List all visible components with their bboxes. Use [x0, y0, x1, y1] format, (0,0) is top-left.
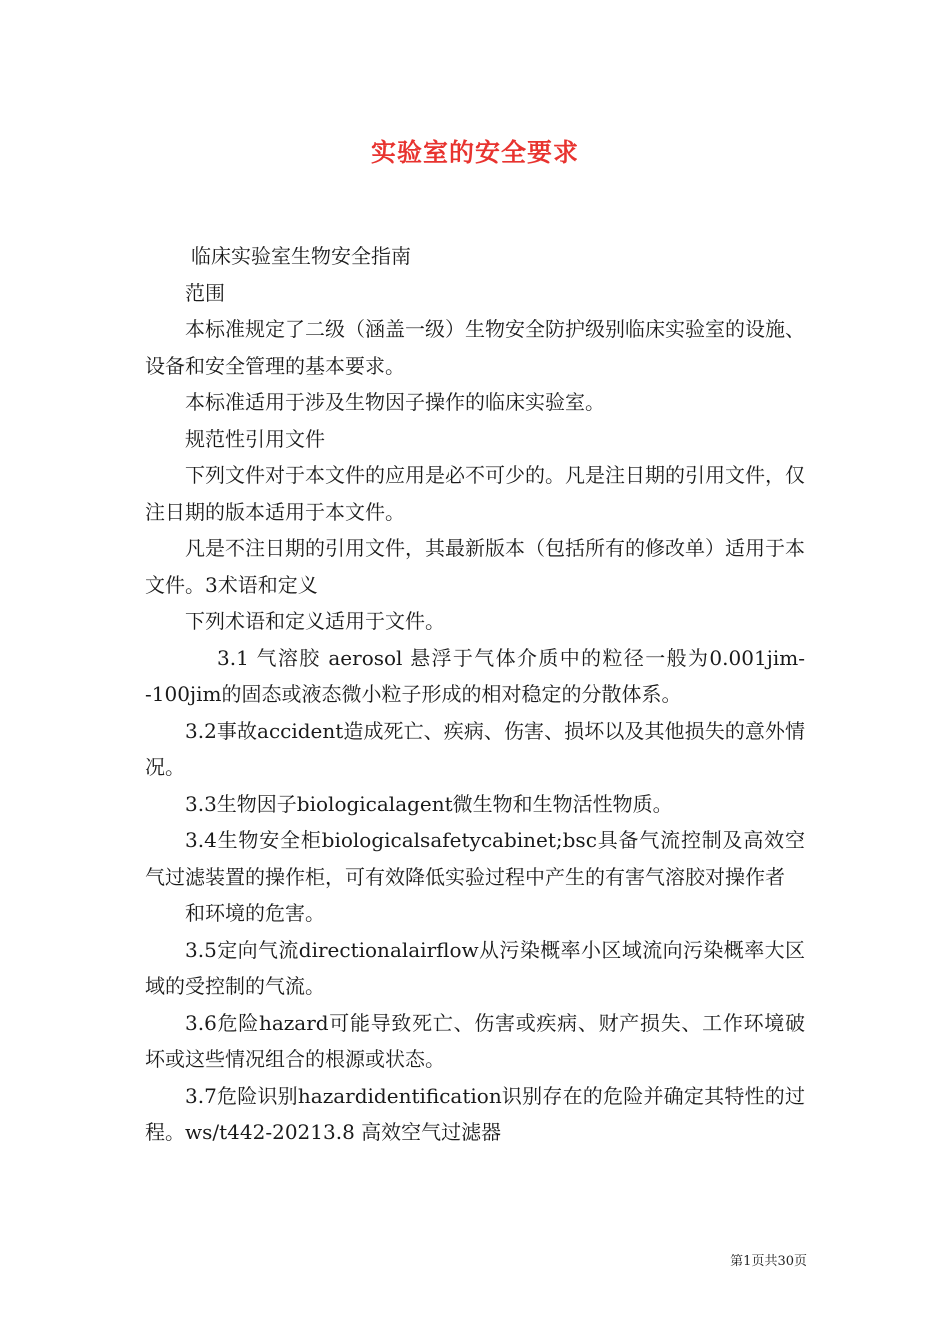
paragraph-term-3-4: 3.4生物安全柜biologicalsafetycabinet;bsc具备气流控制及高效空气过滤装置的操作柜，可有效降低实验过程中产生的有害气溶胶对操作者	[145, 828, 805, 889]
paragraph: 凡是不注日期的引用文件，其最新版本（包括所有的修改单）适用于本文件。3术语和定义	[145, 536, 805, 597]
paragraph-term-3-6: 3.6危险hazard可能导致死亡、伤害或疾病、财产损失、工作环境破坏或这些情况组合的根源或状态。	[145, 1010, 805, 1071]
paragraph-section-scope: 范围	[185, 280, 225, 305]
paragraph: 下列术语和定义适用于文件。	[185, 609, 445, 633]
paragraph: 本标准适用于涉及生物因子操作的临床实验室。	[185, 390, 605, 414]
paragraph-term-3-3: 3.3生物因子biologicalagent微生物和生物活性物质。	[185, 791, 673, 816]
document-body	[145, 238, 805, 1151]
paragraph: 下列文件对于本文件的应用是必不可少的。凡是注日期的引用文件，仅注日期的版本适用于本文件。	[145, 463, 805, 524]
paragraph-term-3-1: 3.1 气溶胶 aerosol 悬浮于气体介质中的粒径一般为0.001jim--100jim的固态或液态微小粒子形成的相对稳定的分散体系。	[145, 645, 805, 706]
paragraph-term-3-5: 3.5定向气流directionalairflow从污染概率小区域流向污染概率大区域的受控制的气流。	[145, 937, 805, 998]
paragraph-term-3-2: 3.2事故accident造成死亡、疾病、伤害、损坏以及其他损失的意外情况。	[145, 718, 805, 779]
paragraph-heading: 临床实验室生物安全指南	[191, 244, 411, 268]
paragraph: 本标准规定了二级（涵盖一级）生物安全防护级别临床实验室的设施、设备和安全管理的基本要求。	[145, 317, 805, 378]
document-title: 实验室的安全要求	[370, 138, 579, 167]
paragraph: 和环境的危害。	[185, 901, 325, 925]
paragraph-section-references: 规范性引用文件	[185, 426, 325, 451]
page-number: 第1页共30页	[730, 1254, 807, 1269]
paragraph-term-3-7: 3.7危险识别hazardidentification识别存在的危险并确定其特性的过程。ws/t442-20213.8 高效空气过滤器	[145, 1083, 805, 1144]
